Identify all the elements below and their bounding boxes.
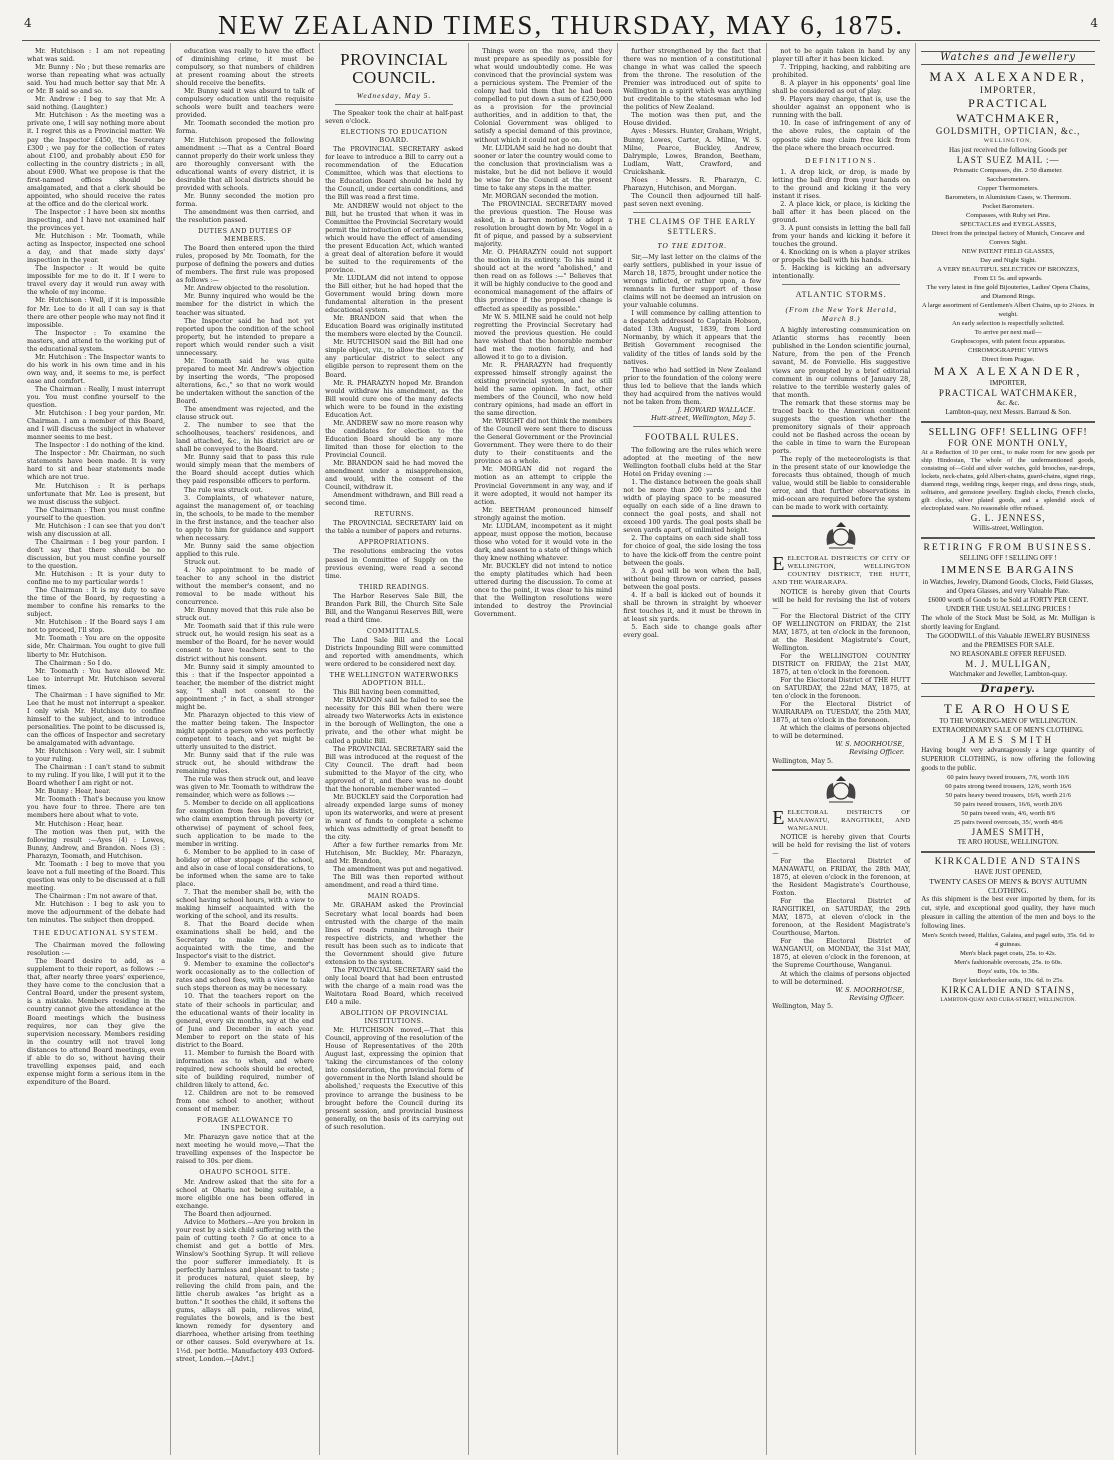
paragraph: The motion was then put, with the following result :—Ayes (4) : Lowes, Bunny, Andrew, and Brandon. Noes (3) : Pharazyn, Toomath, and Hutchison. xyxy=(27,827,166,860)
mulligan-ad xyxy=(921,543,1095,679)
electoral-manawatu-role: Revising Officer. xyxy=(849,993,905,1002)
paragraph: 9. Players may charge, that is, use the shoulder against an opponent who is running with the ball. xyxy=(772,95,911,120)
paragraph: The rule was then struck out, and leave was given to Mr. Toomath to withdraw the remainder, which were as follows :— xyxy=(176,775,315,800)
column-4-paragraphs xyxy=(474,47,612,618)
paragraph: Mr. BEETHAM pronounced himself strongly against the motion. xyxy=(474,505,613,522)
ad-item: Men's black paget coats, 25s. to 42s. xyxy=(960,950,1057,958)
paragraph: The Land Sale Bill and the Local Districts Impounding Bill were committed and reported with amendments, which were ordered to be considered next day. xyxy=(325,635,464,669)
ad-item: 50 pairs tweed trousers, 16/6, worth 20/6 xyxy=(954,801,1063,809)
ad-item: 25 pairs tweed overcoats, 35/, worth 48/6 xyxy=(953,819,1063,827)
kirkcaldie-subheading-2: TWENTY CASES OF MEN'S & BOYS' AUTUMN CLOTHING. xyxy=(929,877,1087,896)
paragraph: Mr. HUTCHISON moved,—That this Council, approving of the resolution of the House of Representatives of the 20th August last, expressing the opinion that 'taking the circumstances of the colony into consideration, the provincial form of government in the North Island should be abolished,' requests the Executive of this province to arrange the business to be brought before the Council during its present session, and provincial business generally, on the basis of its carrying out of such resolution. xyxy=(325,1026,464,1131)
paragraph: Mr. Hutchison : I can see that you don't wish any discussion at all. xyxy=(27,521,166,538)
paragraph: 4. No appointment to be made of teacher to any school in the district without the member's consent, and no removal to be made without his concurrence. xyxy=(176,566,315,607)
kirkcaldie-address: LAMBTON-QUAY AND CUBA-STREET, WELLINGTON. xyxy=(940,997,1076,1004)
notice-paragraph: For the Electoral District of THE HUTT on SATURDAY, the 22nd MAY, 1875, at ten o'clock in the forenoon. xyxy=(772,676,911,701)
ad-item: SPECTACLES and EYEGLASSES, xyxy=(960,221,1057,229)
paragraph: The amendment was then carried, and the resolution passed. xyxy=(176,207,315,224)
football-paragraphs xyxy=(623,446,761,639)
max-alexander-sig-importer: IMPORTER, xyxy=(989,379,1027,388)
column-4 xyxy=(469,43,618,1455)
paragraph: Mr. Toomath said that if this rule were struck out, he would resign his seat as a member of the Board, for he never would consent to have teachers sent to the district without his consent. xyxy=(176,622,315,663)
page-number-right: 4 xyxy=(1090,16,1098,30)
paragraph: Mr. Hutchison : Well, if it is impossible for Mr. Lee to do it all I can say is that there are other people who may not find it impossible. xyxy=(27,296,166,329)
paragraph: The Chairman : I have signified to Mr. Lee that he must not interrupt a speaker. I only wish Mr. Hutchison to confine himself to the subject, and to introduce personalities. The point to be discussed is, can the offices of Inspector and secretary be amalgamated with advantage. xyxy=(27,690,166,748)
mulligan-body-5: NO REASONABLE OFFER REFUSED. xyxy=(950,650,1067,659)
masthead xyxy=(22,6,1100,41)
electoral-manawatu-place: Wellington, May 5. xyxy=(772,1001,834,1010)
paragraph: The Speaker took the chair at half-past seven o'clock. xyxy=(325,109,464,126)
kirkcaldie-signature: KIRKCALDIE AND STAINS, xyxy=(941,985,1075,996)
paragraph: 7. That the member shall be, with the school having school hours, with a view to making himself acquainted with the working of the school, and its results. xyxy=(176,887,315,921)
claims-signature: J. HOWARD WALLACE. xyxy=(677,405,756,414)
drapery-heading: Drapery. xyxy=(921,683,1095,697)
mulligan-bargains: IMMENSE BARGAINS xyxy=(941,564,1076,577)
electoral-wellington-place: Wellington, May 5. xyxy=(772,756,834,765)
paragraph: The Board then adjourned. xyxy=(184,1209,272,1218)
paragraph: DUTIES AND DUTIES OF MEMBERS. xyxy=(198,227,292,244)
paragraph: The Inspector : It would be quite impossible for me to do it. If I were to travel every day it would run away with the whole of my income. xyxy=(27,264,166,297)
column-6-paragraphs xyxy=(772,47,910,152)
max-alexander-items xyxy=(921,166,1095,364)
jenness-address: Willis-street, Wellington. xyxy=(972,524,1044,533)
paragraph: The amendment was put and negatived. xyxy=(333,865,464,874)
kirkcaldie-body: As this shipment is the best ever imported by them, for its cut, style, and exceptional good quality, they have much pleasure in calling the attention of the men and boys to the following lines. xyxy=(921,895,1096,931)
paragraph: Mr. Hutchison : I beg to ask you to move the adjournment of the debate had ten minutes. The subject then dropped. xyxy=(27,899,166,925)
paragraph: Mr. Pharazyn gave notice that at the next meeting he would move,—That the travelling expenses of the Inspector be raised to 30s. per diem. xyxy=(176,1133,315,1166)
claims-heading: THE CLAIMS OF THE EARLY SETTLERS. xyxy=(628,216,757,236)
column-5-paragraphs xyxy=(623,47,761,208)
claims-subheading: TO THE EDITOR. xyxy=(657,240,728,250)
paragraph: Mr. BUCKLEY did not intend to notice the empty platitudes which had been uttered during the discussion. To come at once to the point, it was clear to his mind that the Wellington resolutions were intended to destroy the Provincial Government. xyxy=(474,562,613,619)
paragraph: Mr. Toomath : You are on the opposite side, Mr. Chairman. You ought to give full liberty to Mr. Hutchison. xyxy=(27,634,166,659)
paragraph: 7. Tripping, hacking, and rabbiting are prohibited. xyxy=(772,63,911,80)
paragraph: Mr. Hutchison : Hear, hear. xyxy=(35,819,124,828)
paragraph: Mr. Hutchison : I beg your pardon, Mr. Chairman. I am a member of this Board, and I will discuss the subject in whatever manner seems to me best. xyxy=(27,409,166,442)
electoral-wellington-signature: W. S. MOORHOUSE, xyxy=(835,740,905,749)
mulligan-body-4: The GOODWILL of this Valuable JEWELRY BUSINESS and the PREMISES FOR SALE. xyxy=(926,632,1090,650)
paragraph: Mr. Hutchison : The Inspector wants to do his work in his own time and in his own way, and, it seems to me, is perfect ease and comfort. xyxy=(27,352,166,385)
paragraph: The Chairman : I beg your pardon. I don't say that there should be no discussion, but you must confine yourself to the question. xyxy=(27,537,166,570)
paragraph: The Chairman : It is my duty to save the time of the Board, by requesting a member to confine his remarks to the subject. xyxy=(27,586,166,619)
paragraph: APPROPRIATIONS. xyxy=(358,538,430,547)
kirkcaldie-items xyxy=(921,931,1095,985)
paragraph: The PROVINCIAL SECRETARY laid on the table a number of papers and returns. xyxy=(325,519,464,536)
paragraph: further strengthened by the fact that there was no mention of a constitutional change in what was called the speech from the throne. The resolution of the Premier was introduced out of spite to Wellington in a spirit which was anything but creditable to the statesman who led the politics of New Zealand. xyxy=(623,47,762,112)
paragraph: FORAGE ALLOWANCE TO INSPECTOR. xyxy=(196,1116,294,1133)
electoral-notice-manawatu-heading: ELECTORAL DISTRICTS OF MANAWATU, RANGITIKEI, AND WANGANUI. xyxy=(787,808,911,832)
column-6 xyxy=(767,43,916,1455)
paragraph: Advice to Mothers.—Are you broken in your rest by a sick child suffering with the pain of cutting teeth ? Go at once to a chemist and get a bottle of Mrs. Winslow's Soothing Syrup. It will relieve the poor sufferer immediately. It is perfectly harmless and pleasant to taste ; it produces natural, quiet sleep, by relieving the child from pain, and the little cherub awakes "as bright as a button." It soothes the child, it softens the gums, allays all pain, relieves wind, regulates the bowels, and is the best known remedy for dysentery and diarrhoea, whether arising from teething or other causes. Sold everywhere at 1s. 1½d. per bottle. Manufactory 493 Oxford-street, London.—[Advt.] xyxy=(176,1217,315,1363)
ad-item: A VERY BEAUTIFUL SELECTION OF BRONZES, xyxy=(937,266,1080,274)
paragraph: The resolutions embracing the votes passed in Committee of Supply on the previous evening, were read a second time. xyxy=(325,547,464,580)
paragraph: Amendment withdrawn, and Bill read a second time. xyxy=(325,491,464,508)
paragraph: The remark that these storms may be traced back to the American continent suggests the question whether the premonitory signals of their approach could not be flashed across the ocean by the cable in time to warn the European ports. xyxy=(772,398,911,455)
paragraph: 5. Each side to change goals after every goal. xyxy=(623,622,762,639)
jenness-subheading: FOR ONE MONTH ONLY, xyxy=(948,438,1069,449)
paragraph: Mr. Hutchison proposed the following amendment :—That as a Central Board cannot properly do their work unless they are thoroughly conversant with the educational wants of every district, it is desirable that all local districts should be provided with schools. xyxy=(176,135,315,192)
notice-paragraph: At which the claims of persons objected to will be determined. xyxy=(772,724,911,741)
paragraph: The Board then entered upon the third rules, proposed by Mr. Toomath, for the purpose of defining the powers and duties of members. The first rule was proposed as follows :— xyxy=(176,244,315,285)
mulligan-body-3: The whole of the Stock Must be Sold, as Mr. Mulligan is shortly leaving for England. xyxy=(921,614,1096,632)
jenness-ad xyxy=(921,427,1095,533)
mulligan-heading: RETIRING FROM BUSINESS. xyxy=(923,543,1093,554)
paragraph: Mr. Toomath : That's because you know you have four to three. There are ten members here about what to vote. xyxy=(27,795,166,820)
paragraph: Mr. Andrew objected to the resolution. xyxy=(184,284,310,293)
paragraph: The PROVINCIAL SECRETARY moved the previous question. The House was asked, in a barren motion, to adopt a resolution brought down by Mr. Vogel in a fit of pique, and passed by a subservient majority. xyxy=(474,199,613,249)
paragraph: 1. The distance between the goals shall not be more than 200 yards ; and the width of playing space to be measured equally on each side of a line drawn to connect the goal posts, and shall not exceed 100 yards. The goal posts shall be seven yards apart, of unlimited height. xyxy=(623,478,762,535)
te-aro-house-subheading-2: EXTRAORDINARY SALE OF MEN'S CLOTHING. xyxy=(932,726,1084,735)
max-alexander-received: Has just received the following Goods per xyxy=(949,146,1068,155)
notice-paragraph: NOTICE is hereby given that Courts will be held for revising the list of voters— xyxy=(772,587,911,612)
football-heading: FOOTBALL RULES. xyxy=(644,431,740,442)
paragraph: Mr. R. PHARAZYN hoped Mr. Brandon would withdraw his amendment, as the Bill would cure one of the many defects which were to be found in the existing Education Act. xyxy=(325,378,464,419)
paragraph: Mr W. S. MILNE said he could not help regretting the Provincial Secretary had moved the previous question. He could have wished that the honorable member had met the motion fairly, and had allowed it to go to a division. xyxy=(474,312,613,361)
paragraph: Mr. BRANDON said he had moved the amendment under a misapprehension, and would, with the consent of the Council, withdraw it. xyxy=(325,459,464,492)
paragraph: The PROVINCIAL SECRETARY said the Bill was introduced at the request of the City Council. The draft had been submitted to the Mayor of the city, who approved of it, and there was no doubt that the honorable member wanted — xyxy=(325,744,464,793)
paragraph: The Board desire to add, as a supplement to their report, as follows :—that, after nearly three years' experience, they have come to the conclusion that a Central Board, under the present system, is a mistake. Members residing in the country cannot give the attendance at the Board meetings which the business requires, nor can they give the supervision necessary. Members residing in the country will not travel long distances to attend Board meetings, even if able to do so, without having their travelling expenses paid, and each expense might form a serious item in the expenditure of the Board. xyxy=(27,957,166,1086)
paragraph: After a few further remarks from Mr. Hutchison, Mr. Buckley, Mr. Pharazyn, and Mr. Brandon, xyxy=(325,841,464,866)
paragraph: 9. Member to examine the collector's work occasionally as to the collection of rates and school fees, with a view to take such steps thereon as may be necessary. xyxy=(176,960,315,993)
electoral-wellington-role: Revising Officer. xyxy=(849,748,905,757)
mulligan-signature: M. J. MULLIGAN, xyxy=(965,659,1052,670)
ad-item: Direct from the principal factory of Munich, Concave and Convex Sight. xyxy=(931,230,1085,247)
paragraph: RETURNS. xyxy=(374,510,414,519)
paragraph: 5. Hacking is kicking an adversary intentionally. xyxy=(772,264,911,281)
paragraph: ELECTIONS TO EDUCATION BOARD. xyxy=(340,128,448,145)
notice-paragraph: NOTICE is hereby given that Courts will be held for revising the list of voters— xyxy=(772,832,911,857)
ad-item: Boys' suits, 10s. to 38s. xyxy=(977,968,1040,976)
atlantic-storms-source: (From the New York Herald, March 8.) xyxy=(785,305,897,324)
paragraph: The Inspector said he had not yet reported upon the condition of the school property, but he intended to prepare a report which would render such a visit unnecessary. xyxy=(176,316,315,357)
newspaper-title: NEW ZEALAND TIMES, THURSDAY, MAY 6, 1875. xyxy=(217,10,905,40)
ad-item: Prismatic Compasses, din. 2·50 diameter. xyxy=(953,167,1063,175)
max-alexander-signature: MAX ALEXANDER, xyxy=(933,364,1083,379)
ad-item: A large assortment of Gentlemen's Albert Chains, up to 2¼ozs. in weight. xyxy=(921,302,1095,319)
paragraph: 12. Children are not to be removed from one school to another, without consent of member. xyxy=(176,1089,315,1114)
page-number-left: 4 xyxy=(24,16,32,30)
paragraph: Mr. Andrew asked that the site for a school at Ohariu not being suitable, a more eligible one has been offered in exchange. xyxy=(176,1177,315,1210)
ad-item: Graphoscopes, with patent focus apparatus. xyxy=(950,338,1066,346)
paragraph: Mr. WRIGHT did not think the members of the Council were sent there to discuss the General Government or the Provincial Government. They were there to do their duty to their constituents and the province as a whole. xyxy=(474,417,613,466)
paragraph: A highly interesting communication on Atlantic storms has recently been published in the London scientific journal, Nature, from the pen of the French savant, M. de Fonvielle. His suggestive views are prompted by a brief editorial comment in our columns of January 28, relative to the terrible westerly gales of that month. xyxy=(772,326,911,399)
paragraph: 10. That the teachers report on the state of their schools in particular, and the educational wants of their locality in general, every six months, say at the end of June and December in each year. Member to report on the state of his district to the Board. xyxy=(176,992,315,1049)
ad-item: Copper Thermometers. xyxy=(977,185,1039,193)
paragraph: ABOLITION OF PROVINCIAL INSTITUTIONS. xyxy=(340,1009,448,1026)
paragraph: Mr. Bunny said it simply amounted to this : that if the Inspector appointed a teacher, the member of the district might say, "I shall not consent to the appointment ;" in fact, a shall stronger might be. xyxy=(176,662,315,711)
paragraph: The Chairman moved the following resolution :— xyxy=(27,941,166,958)
educational-system-heading: THE EDUCATIONAL SYSTEM. xyxy=(33,928,159,938)
column-7-advertisements xyxy=(916,43,1100,1455)
paragraph: Mr. Bunny said it was absurd to talk of compulsory education until the requisite schools were built and teachers were provided. xyxy=(176,87,315,120)
max-alexander-goldsmith: GOLDSMITH, OPTICIAN, &c., xyxy=(935,126,1081,137)
paragraph: The Inspector : I do nothing of the kind. xyxy=(35,441,165,450)
paragraph: The Inspector : Mr. Chairman, no such statements have been made. It is very hard to sit and hear statements made which are not true. xyxy=(27,449,166,482)
paragraph: Mr. Bunny : Hear, hear. xyxy=(35,787,111,796)
paragraph: Mr. Toomath said he was quite prepared to meet Mr. Andrew's objection by inserting the words, "The proposed alterations, &c.," so that no work would be undertaken without the sanction of the Board. xyxy=(176,356,315,406)
max-alexander-sig-watchmaker: PRACTICAL WATCHMAKER, xyxy=(938,388,1078,399)
ad-item: Men's fashionable overcoats, 25s. to 60s. xyxy=(954,959,1063,967)
definitions-paragraphs xyxy=(772,168,910,281)
ad-item: NEW PATENT FIELD GLASSES, xyxy=(961,248,1055,256)
ad-item: The very latest in fine gold Bijouteries, Ladies' Opera Chains, and Diamond Rings. xyxy=(926,284,1090,301)
paragraph: Mr. Toomath seconded the motion pro forma. xyxy=(176,119,315,136)
paragraph: Struck out. xyxy=(184,557,221,566)
paragraph: This Bill having been committed, xyxy=(333,688,440,697)
paragraph: 4. If a ball is kicked out of bounds it shall be thrown in straight by whoever first touches it, and it must be thrown in at least six yards. xyxy=(623,590,762,623)
notice-paragraph: For the Electoral District of WAIRARAPA on TUESDAY, the 25th MAY, 1875, at ten o'clock in the forenoon. xyxy=(772,700,911,725)
paragraph: 3. Complaints, of whatever nature, against the management of, or teaching in, the schools, to be made to the member in the first instance, and the teacher also to apply to him for guidance and support when necessary. xyxy=(176,493,315,542)
jenness-body: At a Reduction of 10 per cent., to make room for new goods per ship Hindostan, The whole of the undermentioned goods, consisting of—Gold and silver watches, gold brooches, ear-drops, lockets, neck-chains, gold Albert-chains, guard-chains, signet rings, diamond rings, wedding rings, keeper rings, and dress rings, studs, solitaires, and gemstone jewellery. English clocks, French clocks, gilt clocks, silver plated goods, and a splendid stock of electroplated ware. No reasonable offer refused. xyxy=(921,449,1096,513)
paragraph: The Council then adjourned till half-past seven next evening. xyxy=(623,191,762,208)
ad-item: 60 pairs strong tweed trousers, 12/6, worth 16/6 xyxy=(945,783,1072,791)
column-3 xyxy=(320,43,469,1455)
paragraph: education was really to have the effect of diminishing crime, it must be compulsory, so that numbers of children at present roaming about the streets should receive the benefits. xyxy=(176,47,315,88)
paragraph: The Chairman : I'm not aware of that. xyxy=(35,891,158,900)
ad-item: 60 pairs heavy tweed trousers, 7/6, worth 10/6 xyxy=(947,774,1070,782)
paragraph: Mr. Pharazyn objected to this view of the matter being taken. The Inspector might appoint a person who was perfectly competent to teach, and yet might be utterly unsuited to the district. xyxy=(176,710,315,752)
claims-paragraphs xyxy=(623,253,761,406)
kirkcaldie-stains-ad xyxy=(921,857,1095,1005)
watches-jewellery-heading: Watches and Jewellery xyxy=(921,51,1095,65)
paragraph: 1. A drop kick, or drop, is made by letting the ball drop from your hands on to the ground and kicking it the very instant it rises. xyxy=(772,167,911,200)
paragraph: Mr. GRAHAM asked the Provincial Secretary what local boards had been entrusted with the charge of the main lines of roads running through their respective districts, and whether the result has been such as to indicate that the Government should give future extension to the system. xyxy=(325,901,464,966)
paragraph: Mr. Hutchison : Very well, sir. I submit to your ruling. xyxy=(27,747,166,764)
jenness-signature: G. L. JENNESS, xyxy=(970,513,1046,524)
paragraph: Mr. LUDLAM, incompetent as it might appear, must oppose the motion, because those who voted for it would vote in the dark, and assent to a state of things which they knew nothing whatever. xyxy=(474,521,613,562)
column-1 xyxy=(22,43,171,1455)
claims-signature-place: Hutt-street, Wellington, May 5. xyxy=(651,413,756,422)
max-alexander-ad xyxy=(921,69,1095,417)
paragraph: Mr. Toomath : I beg to move that you leave not a full meeting of the Board. This question was only to be discussed at a full meeting. xyxy=(27,859,166,892)
te-aro-house-body: Having bought very advantageously a large quantity of SUPERIOR CLOTHING, is now offering the following goods to the public. xyxy=(921,746,1096,773)
ad-item: To arrive per next mail— xyxy=(974,329,1042,337)
paragraph: Mr. Bunny moved that this rule also be struck out. xyxy=(176,606,315,623)
jenness-heading: SELLING OFF! SELLING OFF! xyxy=(928,427,1088,439)
max-alexander-address: Lambton-quay, next Messrs. Barraud & Son. xyxy=(945,408,1071,417)
paragraph: The rule was struck out. xyxy=(184,485,263,494)
mulligan-body: in Watches, Jewelry, Diamond Goods, Clocks, Field Glasses, and Opera Glasses, and very Valuable Plate. xyxy=(922,578,1094,596)
royal-coat-of-arms-icon xyxy=(821,521,861,551)
paragraph: Mr. MORGAN seconded the motion. xyxy=(482,191,599,200)
paragraph: Mr. BRANDON said he failed to see the necessity for this Bill when there were already two Waterworks Acts in existence in the borough of Wellington, the one a private, and the other what might be called a public Bill. xyxy=(325,696,464,745)
paragraph: The Inspector : To examine the masters, and attend to the working put of the educational system. xyxy=(27,328,166,353)
ad-item: An early selection is respectfully solicited. xyxy=(951,320,1065,328)
paragraph: 2. The captains on each side shall toss for choice of goal, the side losing the toss to have the kick-off from the centre point between the goals. xyxy=(623,534,762,567)
paragraph: The Chairman : I can't stand to submit to my ruling. If you like, I will put it to the Board whether I am right or not. xyxy=(27,763,166,788)
ad-item: 50 pairs tweed vests, 4/6, worth 8/6 xyxy=(961,810,1056,818)
electoral-notice-wellington-body xyxy=(772,588,910,741)
paragraph: The Inspector : I have been six months inspecting, and I have not examined half the provinces yet. xyxy=(27,207,166,233)
paragraph: 2. The number to see that the schoolhouses, teachers' residences, and land attached, &c., in his district are or shall be conveyed to the Board. xyxy=(176,421,315,454)
electoral-notice-wellington-heading: ELECTORAL DISTRICTS OF CITY OF WELLINGTON, WELLINGTON COUNTRY DISTRICT, THE HUTT, AND THE WAIRARAPA. xyxy=(772,555,911,587)
te-aro-house-heading: TE ARO HOUSE xyxy=(943,701,1073,717)
paragraph: Mr. Toomath : You have allowed Mr. Lee to interrupt Mr. Hutchison several times. xyxy=(27,666,166,691)
paragraph: The Harbor Reserves Sale Bill, the Brandon Park Bill, the Church Site Sale Bill, and the Wanganui Reserves Bill, were read a third time. xyxy=(325,591,464,624)
paragraph: Mr. BUCKLEY said the Corporation had already expended large sums of money upon its waterworks, and were at present in want of funds to complete a scheme which was admittedly of great benefit to the city. xyxy=(325,792,464,842)
column-5 xyxy=(618,43,767,1455)
paragraph: MAIN ROADS. xyxy=(367,892,421,901)
provincial-council-heading: PROVINCIAL COUNCIL. xyxy=(340,50,449,87)
ad-item: Pocket Barometers. xyxy=(982,203,1034,211)
ad-item: 50 pairs heavy tweed trousers, 16/6, worth 21/6 xyxy=(945,792,1071,800)
ad-item: Boys' knickerbocker suits, 10s. 6d. to 25s. xyxy=(952,977,1064,985)
paragraph: Mr. Bunny said the same objection applied to this rule. xyxy=(176,541,315,558)
te-aro-house-address: TE ARO HOUSE, WELLINGTON. xyxy=(957,838,1059,847)
paragraph: Mr. Hutchison : If the Board says I am not to proceed, I'll stop. xyxy=(27,618,166,635)
paragraph: The Chairman : Really, I must interrupt you. You must confine yourself to the question. xyxy=(27,384,166,410)
electoral-notice-wellington: EELECTORAL DISTRICTS OF CITY OF WELLINGTON, WELLINGTON COUNTRY DISTRICT, THE HUTT, AND THE WAIRARAPA. xyxy=(772,553,911,587)
paragraph: 8. A player in his opponents' goal line shall be considered as out of play. xyxy=(772,79,911,96)
paragraph: The PROVINCIAL SECRETARY asked for leave to introduce a Bill to carry out a recommendation of the Education Committee, which was that elections to the Education Board should be held by the Council, under certain conditions, and the Bill was read a first time. xyxy=(325,145,464,202)
paragraph: THE WELLINGTON WATERWORKS ADOPTION BILL. xyxy=(329,671,459,688)
paragraph: The Bill was then reported without amendment, and read a third time. xyxy=(325,873,464,890)
max-alexander-importer: IMPORTER, xyxy=(980,85,1037,96)
atlantic-storms-heading: ATLANTIC STORMS. xyxy=(795,290,887,300)
provincial-council-date: Wednesday, May 5. xyxy=(356,91,432,100)
notice-paragraph: For the Electoral District of the CITY OF WELLINGTON on FRIDAY, the 21st MAY, 1875, at ten o'clock in the forenoon, at the Resident Magistrate's Court, Wellington. xyxy=(772,611,911,652)
paragraph: I will commence by calling attention to a despatch addressed to Captain Hobson, dated 13th August, 1839, from Lord Normanby, by which it appears that the British Government recognised the validity of the titles of lands sold by the natives. xyxy=(623,309,762,366)
columns xyxy=(22,43,1100,1455)
paragraph: Ayes : Messrs. Hunter, Graham, Wright, Bunny, Lowes, Carter, A. Milne, W. S. Milne, Pearce, Buckley, Andrew, Dalrymple, Lowes, Brandon, Beetham, Ludlam, Watt, Crawford, and Cruickshank. xyxy=(623,127,762,176)
paragraph: Mr. Hutchison : I am not repeating what was said. xyxy=(27,47,166,64)
paragraph: The following are the rules which were adopted at the meeting of the new Wellington football clubs held at the Star Hotel on Friday evening :— xyxy=(623,445,762,479)
column-1-paragraphs-2 xyxy=(27,941,165,1086)
paragraph: Those who had settled in New Zealand prior to the foundation of the colony were thus led to believe that the lands which they had acquired from the natives would not be taken from them. xyxy=(623,365,762,406)
te-aro-house-items xyxy=(921,773,1095,827)
ad-item: Men's Scotch tweed, Halifax, Galatea, and pagel suits, 35s. 6d. to 4 guineas. xyxy=(921,932,1095,949)
paragraph: The motion was then put, and the House divided. xyxy=(623,111,762,128)
paragraph: Mr. Andrew : I beg to say that Mr. A said nothing. (Laughter.) xyxy=(27,95,166,112)
ad-item: Direct from Prague. xyxy=(981,356,1035,364)
paragraph: 2. A place kick, or place, is kicking the ball after it has been placed on the ground. xyxy=(772,199,911,224)
notice-paragraph: For the Electoral District of WANGANUI, on MONDAY, the 31st MAY, 1875, at eleven o'clock in the forenoon, at the Supreme Courthouse, Wanganui. xyxy=(772,937,911,970)
paragraph: Mr. Hutchison : It is your duty to confine me to my particular words ! xyxy=(27,570,166,587)
paragraph: The reply of the meteorologists is that in the present state of our knowledge the forecasts thus obtained, though of much value, would still be liable to considerable error, and that further observations in mid-ocean are required before the system can be made to work with certainty. xyxy=(772,455,911,512)
paragraph: Mr. Bunny seconded the motion pro forma. xyxy=(176,191,315,208)
paragraph: Sir,—My last letter on the claims of the early settlers, published in your issue of March 18, 1875, brought under notice the wrongs inflicted, or rather upon, a few remnants in further support of those claims will not be deemed an intrusion on your valuable columns. xyxy=(623,252,762,310)
paragraph: Things were on the move, and they must prepare as speedily as possible for what would undoubtedly come. He was convinced that the provincial system was a pernicious system. The Premier of the colony had told them that he had been compelled to put down a sum of £250,000 as a provision for the provincial authorities, and in addition to that, the Colonial Government was obliged to satisfy a special demand of this province, without which it could not go on. xyxy=(474,47,613,144)
paragraph: 4. Knocking on is when a player strikes or propels the ball with his hands. xyxy=(772,248,911,265)
column-2 xyxy=(171,43,320,1455)
paragraph: Mr. Hutchison : As the meeting was a private one, I will say nothing more about it. I regret this as a Provincial matter. We pay the Inspector £450, the Secretary £300 ; we pay for the collection of rates about £100, and probably about £50 for collecting in the country districts ; in all, about £900. What we propose is that the first-named offices should be amalgamated, and that a clerk should be appointed, who should receive the rates at the office and do the clerical work. xyxy=(27,111,166,208)
paragraph: not to be again taken in hand by any player till after it has been kicked. xyxy=(772,47,911,64)
paragraph: Mr. Bunny inquired who would be the member for the district in which the teacher was situated. xyxy=(176,292,315,317)
mulligan-body-2: £6000 worth of Goods to be Sold at FORTY PER CENT. UNDER THE USUAL SELLING PRICES ! xyxy=(928,596,1089,614)
paragraph: 11. Member to furnish the Board with information as to when, and where required, new schools should be erected, site of building required, number of children likely to attend, &c. xyxy=(176,1048,315,1089)
kirkcaldie-heading: KIRKCALDIE AND STAINS xyxy=(934,857,1082,868)
definitions-heading: DEFINITIONS. xyxy=(804,155,878,165)
paragraph: Mr. LUDLAM said he had no doubt that sooner or later the country would come to the conclusion that provincialism was a mistake, but he did not believe it would be wise for the Council at the present time to take any steps in the matter. xyxy=(474,143,613,192)
paragraph: Mr. Hutchison : It is perhaps unfortunate that Mr. Lee is present, but we must discuss the subject. xyxy=(27,481,166,506)
paragraph: 3. A goal will be won when the ball, without being thrown or carried, passes between the goal posts. xyxy=(623,566,762,591)
paragraph: 5. Member to decide on all applications for exemption from fees in his district, who claim exemption through poverty (or otherwise) of payment of school fees, such application to be made to the member in writing. xyxy=(176,799,315,848)
atlantic-storms-paragraphs xyxy=(772,326,910,511)
paragraph: The amendment was rejected, and the clause struck out. xyxy=(176,405,315,422)
ad-item: Saccharometers. xyxy=(986,176,1030,184)
ad-item: Barometers, in Aluminium Cases, w. Thermom. xyxy=(945,194,1072,202)
electoral-manawatu-signature: W. S. MOORHOUSE, xyxy=(835,985,905,994)
paragraph: Mr. ANDREW saw no more reason why the candidates for election to the Education Board should be any more limited than those for election to the Provincial Council. xyxy=(325,418,464,459)
paragraph: Mr. Hutchison : Mr. Toomath, while acting as Inspector, inspected one school a day, and that made sixty days' inspection in the year. xyxy=(27,232,166,265)
mulligan-address: Watchmaker and Jeweller, Lambton-quay. xyxy=(949,670,1068,679)
column-2-paragraphs xyxy=(176,47,314,1363)
paragraph: 10. In case of infringement of any of the above rules, the captain of the opposite side may claim free kick from the place where the breach occurred. xyxy=(772,119,911,152)
paragraph: Mr. HUTCHISON said the Bill had one simple object, viz., to allow the electors of any particular district to select any eligible person to represent them on the Board. xyxy=(325,338,464,379)
max-alexander-name: MAX ALEXANDER, xyxy=(929,69,1087,85)
paragraph: OHAUPO SCHOOL SITE. xyxy=(199,1168,291,1177)
te-aro-house-ad xyxy=(921,701,1095,847)
mulligan-subheading: SELLING OFF ! SELLING OFF ! xyxy=(959,554,1057,563)
notice-paragraph: At which the claims of persons objected to will be determined. xyxy=(772,969,911,986)
te-aro-house-name: JAMES SMITH xyxy=(962,735,1055,746)
column-3-paragraphs xyxy=(325,109,463,1131)
notice-paragraph: For the WELLINGTON COUNTRY DISTRICT on FRIDAY, the 21st MAY, 1875, at ten o'clock in the forenoon. xyxy=(772,651,911,676)
paragraph: Mr. Bunny said that if the rule was struck out, he should withdraw the remaining rules. xyxy=(176,751,315,776)
notice-paragraph: For the Electoral District of RANGITIKEI, on SATURDAY, the 29th MAY, 1875, at eleven o'clock in the forenoon, at the Resident Magistrate's Courthouse, Marton. xyxy=(772,897,911,938)
paragraph: 6. Member to be applied to in case of holiday or other stoppage of the school, and also in case of local considerations, to be informed when the same are to take place. xyxy=(176,847,315,888)
paragraph: Mr. LUDLAM did not intend to oppose the Bill either, but he had hoped that the Government would bring down more fundamental alteration in the present educational system. xyxy=(325,273,464,315)
paragraph: COMMITTALS. xyxy=(366,626,422,635)
ad-item: Day and Night Sight. xyxy=(980,257,1037,265)
max-alexander-suez-mail: LAST SUEZ MAIL :— xyxy=(956,155,1060,166)
paragraph: 3. A punt consists in letting the ball fall from your hands and kicking it before it touches the ground. xyxy=(772,223,911,249)
max-alexander-watchmaker: PRACTICAL WATCHMAKER, xyxy=(956,96,1061,126)
electoral-notice-manawatu: EELECTORAL DISTRICTS OF MANAWATU, RANGITIKEI, AND WANGANUI. xyxy=(772,806,911,832)
paragraph: Mr. MORGAN did not regard the motion as an attempt to cripple the Provincial Government in any way, and if it were adopted, it would not hamper its action. xyxy=(474,465,613,506)
paragraph: Mr. BRANDON said that when the Education Board was originally instituted the members were elected by the Council. xyxy=(325,314,464,339)
paragraph: Mr. ANDREW would not object to the Bill, but he trusted that when it was in Committee the Provincial Secretary would permit the introduction of certain clauses, which would have the effect of amending the present Education Act, which wanted a great deal of alteration before it would be suited to the requirements of the province. xyxy=(325,201,464,274)
te-aro-house-signature: JAMES SMITH, xyxy=(971,827,1045,838)
max-alexander-sig-etc: &c. &c. xyxy=(996,399,1020,408)
paragraph: Mr. Bunny said that to pass this rule would simply mean that the members of the Board should accept duties which they paid responsible officers to perform. xyxy=(176,453,315,486)
paragraph: The PROVINCIAL SECRETARY said the only local board that had been entrusted with the charge of a main road was the Waitotara Road Board, which received £40 a mile. xyxy=(325,965,464,1007)
notice-paragraph: For the Electoral District of MANAWATU, on FRIDAY, the 28th MAY, 1875, at eleven o'clock in the forenoon, at the Resident Magistrate's Courthouse, Foxton. xyxy=(772,856,911,898)
paragraph: Mr. R. PHARAZYN had frequently expressed himself strongly against the existing provincial system, and he still held the same opinion. In fact, other members of the Council, who now held contrary opinions, had made an effort in the same direction. xyxy=(474,360,613,418)
max-alexander-location: WELLINGTON, xyxy=(983,138,1033,145)
kirkcaldie-subheading: HAVE JUST OPENED, xyxy=(974,868,1042,877)
paragraph: THIRD READINGS. xyxy=(358,582,430,591)
ad-item: From £1 5s. and upwards. xyxy=(973,275,1043,283)
paragraph: The Chairman : Then you must confine yourself to the question. xyxy=(27,505,166,522)
ad-item: CHROMOGRAPHIC VIEWS xyxy=(968,347,1049,355)
paragraph: 8. That the Board decide when examinations shall be held, and the Secretary to make the member acquainted with the time, and the Inspector's visit to the district. xyxy=(176,920,315,961)
paragraph: Mr. Bunny : No ; but these remarks are worse than repeating what was actually said. You had much better say that Mr. A or Mr. B said so and so. xyxy=(27,63,166,96)
paragraph: The Chairman : So I do. xyxy=(35,658,112,667)
paragraph: Mr. O. PHARAZYN could not support the motion in its entirety. To his mind it should act at the word "abolished," and then read on as follows :—" Believes that it will be highly conducive to the good and economical management of the affairs of this province if the proposed change is effected as speedily as possible." xyxy=(474,248,613,313)
royal-coat-of-arms-icon-2 xyxy=(821,775,861,805)
te-aro-house-subheading: TO THE WORKING-MEN OF WELLINGTON. xyxy=(939,717,1078,726)
paragraph: Noes : Messrs. R. Pharazyn, C. Pharazyn, Hutchison, and Morgan. xyxy=(623,175,762,192)
column-1-paragraphs xyxy=(27,47,165,924)
electoral-notice-manawatu-body xyxy=(772,833,910,986)
ad-item: Compasses, with Ruby set Pins. xyxy=(966,212,1051,220)
